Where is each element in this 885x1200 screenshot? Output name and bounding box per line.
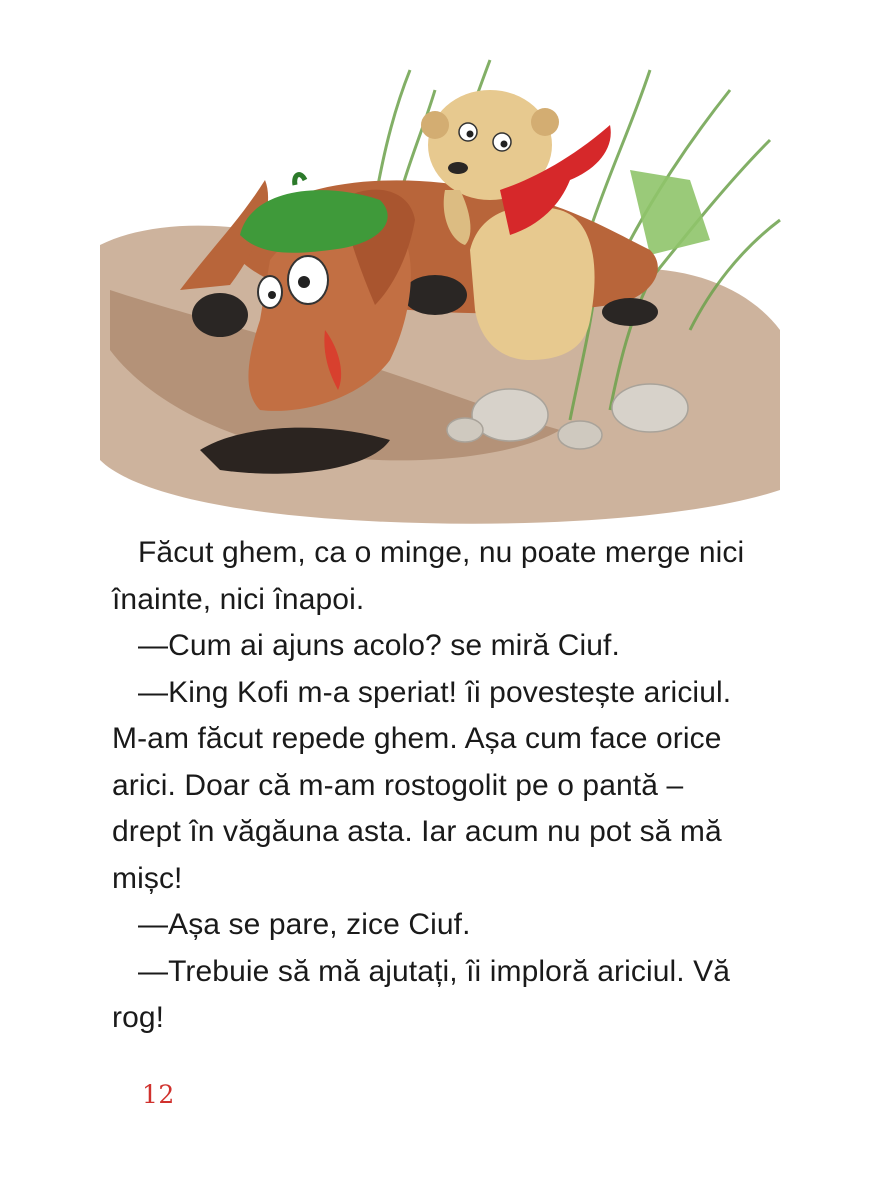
story-illustration-svg: [90, 30, 790, 530]
text-line: arici. Doar că m-am rostogolit pe o pantă –: [112, 768, 684, 802]
text-line: drept în văgăuna asta. Iar acum nu pot să mă: [112, 815, 722, 848]
stone-3: [558, 421, 602, 449]
meerkat-nose: [448, 162, 468, 174]
illustration: [90, 30, 790, 530]
text-line: —King Kofi m-a speriat! îi povestește ariciul.: [138, 675, 732, 709]
text-line: —Așa se pare, zice Ciuf.: [138, 908, 471, 941]
page-number: 12: [142, 1080, 175, 1109]
text-line: Făcut ghem, ca o minge, nu poate merge nici: [138, 536, 745, 569]
text-line: rog!: [112, 1001, 165, 1034]
text-line: —Trebuie să mă ajutați, îi imploră ariciul. Vă: [138, 954, 731, 988]
stone-4: [447, 418, 483, 442]
dog-paw-right: [403, 275, 467, 315]
stone-1: [472, 389, 548, 441]
text-line: —Cum ai ajuns acolo? se miră Ciuf.: [138, 629, 620, 662]
dog-paw-back: [602, 298, 658, 326]
grass-patch: [630, 170, 710, 255]
stone-2: [612, 384, 688, 432]
meerkat-ear-left: [421, 111, 449, 139]
meerkat-body: [470, 206, 595, 360]
meerkat-ear-right: [531, 108, 559, 136]
text-line: mișc!: [112, 861, 183, 895]
text-line: M-am făcut repede ghem. Așa cum face orice: [112, 722, 722, 755]
dog-paw-left: [192, 293, 248, 337]
text-line: înainte, nici înapoi.: [112, 582, 365, 616]
story-text: [112, 530, 812, 1042]
